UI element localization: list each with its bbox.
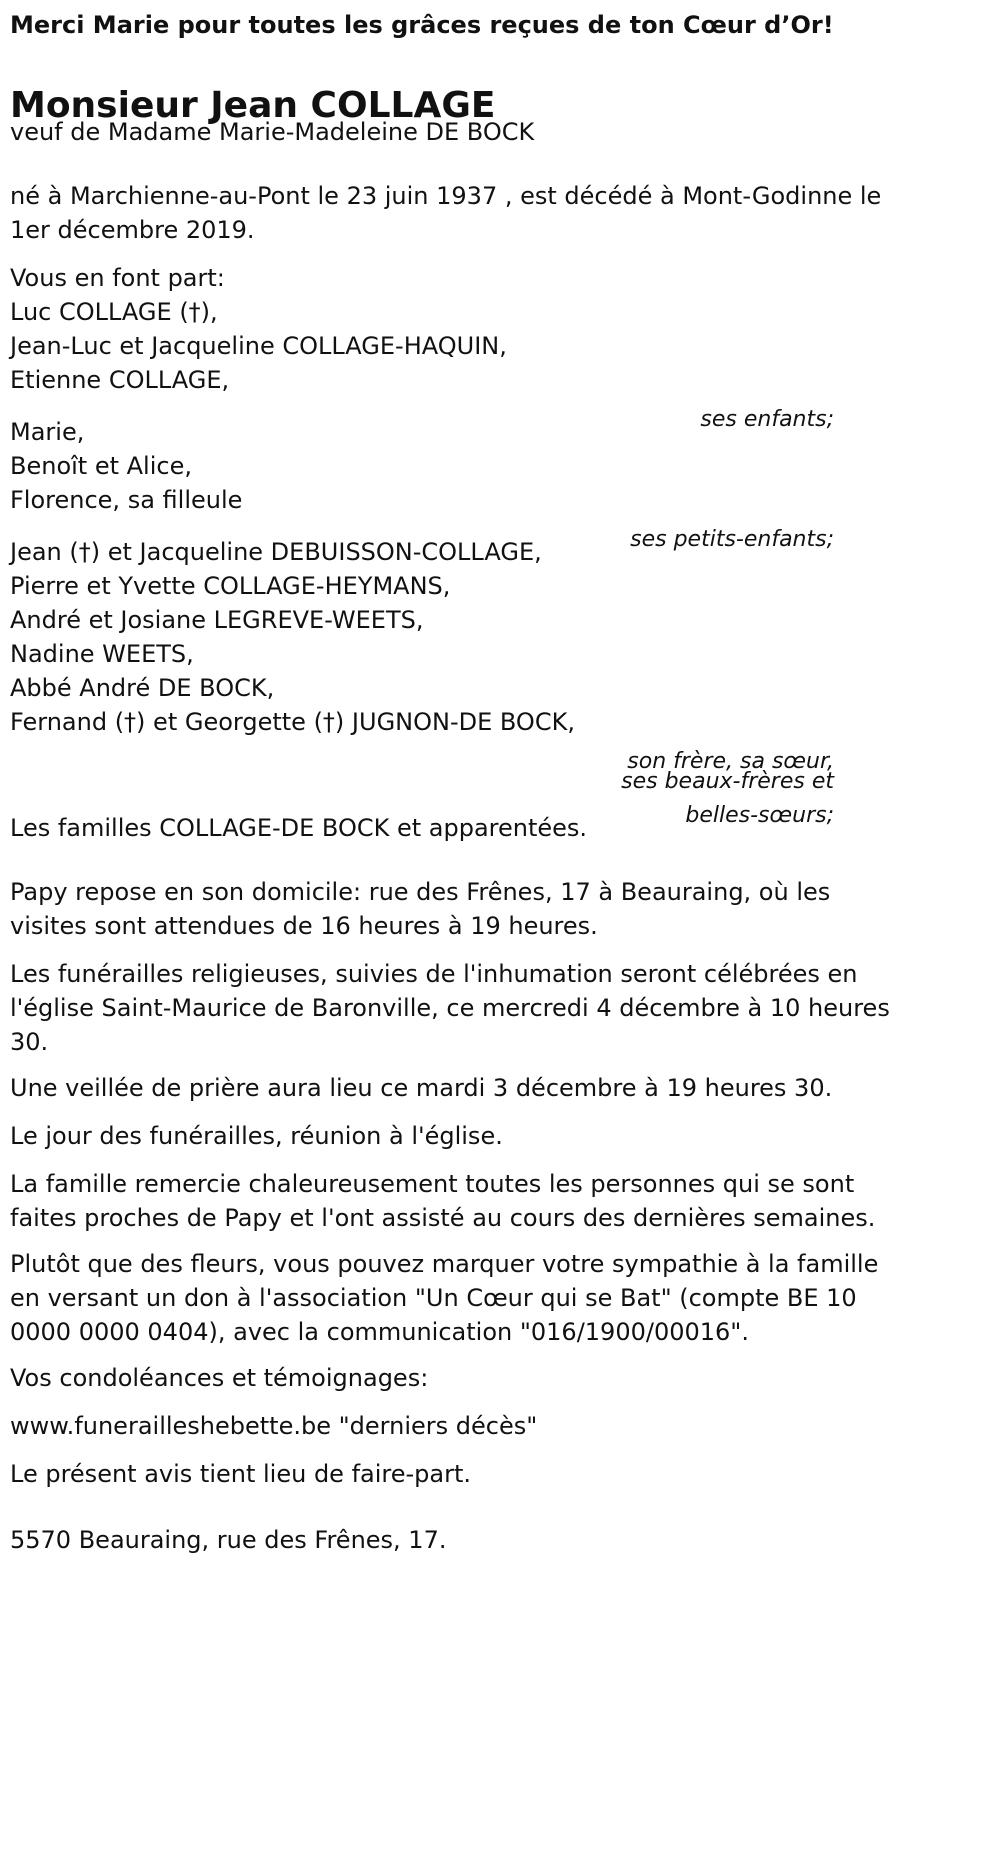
sibling-item: Pierre et Yvette COLLAGE-HEYMANS,: [10, 572, 451, 600]
child-item: Etienne COLLAGE,: [10, 366, 230, 394]
sibling-item: Fernand (†) et Georgette (†) JUGNON-DE BOCK,: [10, 708, 575, 736]
child-item: Luc COLLAGE (†),: [10, 298, 218, 326]
sibling-item: André et Josiane LEGREVE-WEETS,: [10, 606, 424, 634]
website-link[interactable]: www.funerailleshebette.be "derniers décès": [10, 1412, 538, 1440]
widow-of: veuf de Madame Marie-Madeleine DE BOCK: [10, 118, 535, 146]
rest-line: Papy repose en son domicile: rue des Frênes, 17 à Beauraing, où les: [10, 878, 831, 906]
announce-intro: Vous en font part:: [10, 264, 225, 292]
meeting: Le jour des funérailles, réunion à l'église.: [10, 1122, 503, 1150]
notice: Le présent avis tient lieu de faire-part.: [10, 1460, 472, 1488]
sibling-item: Nadine WEETS,: [10, 640, 194, 668]
children-role: ses enfants;: [700, 407, 834, 432]
donation-line: 0000 0000 0404), avec la communication "016/1900/00016".: [10, 1318, 749, 1346]
deceased-name: Monsieur Jean COLLAGE: [10, 85, 496, 126]
siblings-role-line: son frère, sa sœur,: [627, 749, 834, 774]
families: Les familles COLLAGE-DE BOCK et apparentées.: [10, 814, 588, 842]
vigil: Une veillée de prière aura lieu ce mardi 3 décembre à 19 heures 30.: [10, 1074, 833, 1102]
grandchild-item: Marie,: [10, 418, 85, 446]
grandchild-item: Benoît et Alice,: [10, 452, 192, 480]
sibling-item: Jean (†) et Jacqueline DEBUISSON-COLLAGE,: [10, 538, 542, 566]
banner-thanks: Merci Marie pour toutes les grâces reçues de ton Cœur d’Or!: [10, 11, 834, 39]
birth-death-line-2: 1er décembre 2019.: [10, 216, 255, 244]
siblings-role-line: belles-sœurs;: [685, 803, 834, 828]
donation-line: en versant un don à l'association "Un Cœur qui se Bat" (compte BE 10: [10, 1284, 857, 1312]
rest-line: visites sont attendues de 16 heures à 19 heures.: [10, 912, 598, 940]
funeral-line: l'église Saint-Maurice de Baronville, ce mercredi 4 décembre à 10 heures: [10, 994, 890, 1022]
child-item: Jean-Luc et Jacqueline COLLAGE-HAQUIN,: [10, 332, 507, 360]
funeral-line: Les funérailles religieuses, suivies de l'inhumation seront célébrées en: [10, 960, 858, 988]
address: 5570 Beauraing, rue des Frênes, 17.: [10, 1526, 447, 1554]
sibling-item: Abbé André DE BOCK,: [10, 674, 275, 702]
condolences-label: Vos condoléances et témoignages:: [10, 1364, 429, 1392]
thanks-line: La famille remercie chaleureusement toutes les personnes qui se sont: [10, 1170, 855, 1198]
grandchildren-role: ses petits-enfants;: [630, 527, 834, 552]
birth-death-line-1: né à Marchienne-au-Pont le 23 juin 1937 , est décédé à Mont-Godinne le: [10, 182, 882, 210]
siblings-role-line: ses beaux-frères et: [621, 769, 834, 794]
thanks-line: faites proches de Papy et l'ont assisté au cours des dernières semaines.: [10, 1204, 876, 1232]
funeral-line: 30.: [10, 1028, 49, 1056]
donation-line: Plutôt que des fleurs, vous pouvez marquer votre sympathie à la famille: [10, 1250, 879, 1278]
grandchild-item: Florence, sa filleule: [10, 486, 243, 514]
